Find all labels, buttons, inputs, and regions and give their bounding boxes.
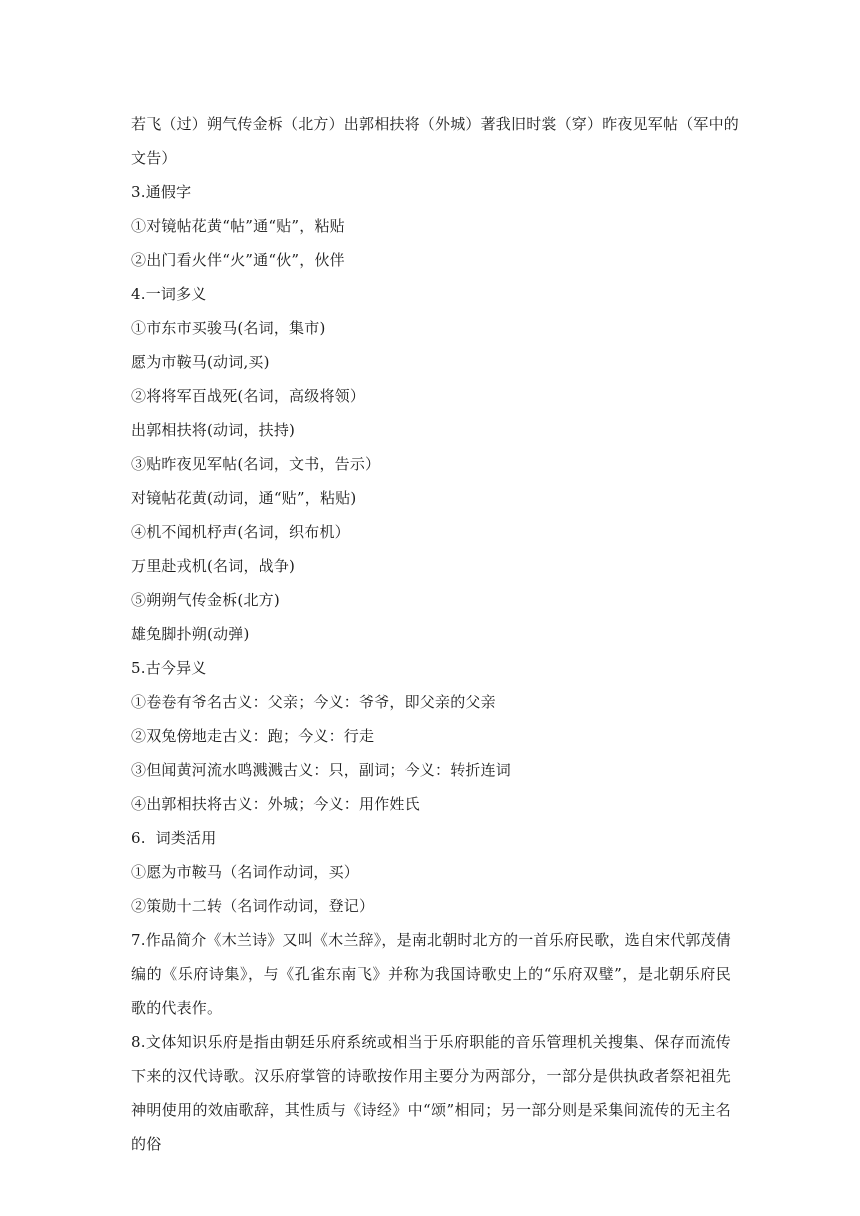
text-line: 对镜帖花黄(动词，通“贴”，粘贴): [131, 489, 357, 507]
text-line: ②双兔傍地走古义：跑；今义：行走: [131, 727, 375, 745]
text-line: ②将将军百战死(名词，高级将领）: [131, 387, 366, 405]
text-line: ②策勋十二转（名词作动词，登记）: [131, 897, 375, 915]
text-line: ①市东市买骏马(名词，集市): [131, 319, 326, 337]
text-line: ③贴昨夜见军帖(名词，文书，告示）: [131, 455, 381, 473]
text-line: 愿为市鞍马(动词,买): [131, 353, 270, 371]
section-heading: 3.通假字: [131, 183, 192, 201]
text-line: ④出郭相扶将古义：外城；今义：用作姓氏: [131, 795, 420, 813]
text-line: 雄兔脚扑朔(动弹): [131, 625, 250, 643]
section-heading: 4.一词多义: [131, 285, 207, 303]
paragraph-work-introduction: 7.作品简介《木兰诗》又叫《木兰辞》，是南北朝时北方的一首乐府民歌，选自宋代郭茂倩编的《乐府诗集》，与《孔雀东南飞》并称为我国诗歌史上的“乐府双璧”，是北朝乐府民歌的代表作。: [131, 931, 732, 1017]
text-line: 若飞（过）朔气传金柝（北方）出郭相扶将（外城）著我旧时裳（穿）昨夜见军帖（军中的: [131, 115, 740, 133]
paragraph-genre-knowledge: 8.文体知识乐府是指由朝廷乐府系统或相当于乐府职能的音乐管理机关搜集、保存而流传下来的汉代诗歌。汉乐府掌管的诗歌按作用主要分为两部分，一部分是供执政者祭祀祖先神明使用的效庙歌辞，其性质与《诗经》中“颂”相同；另一部分则是采集间流传的无主名的俗: [131, 1033, 731, 1153]
text-line: ⑤朔朔气传金柝(北方): [131, 591, 280, 609]
text-line: ③但闻黄河流水鸣溅溅古义：只，副词；今义：转折连词: [131, 761, 512, 779]
text-line: ①对镜帖花黄“帖”通“贴”，粘贴: [131, 217, 345, 235]
text-line: ②出门看火伴“火”通“伙”，伙伴: [131, 251, 345, 269]
document-page: [131, 107, 740, 1161]
text-line: ①愿为市鞍马（名词作动词，买）: [131, 863, 360, 881]
section-heading: 6. 词类活用: [131, 829, 217, 847]
section-heading: 5.古今异义: [131, 659, 207, 677]
text-line: 万里赴戎机(名词，战争): [131, 557, 296, 575]
text-line: 文告）: [131, 149, 177, 167]
text-line: ①卷卷有爷名古义：父亲；今义：爷爷，即父亲的父亲: [131, 693, 496, 711]
text-line: 出郭相扶将(动词，扶持): [131, 421, 296, 439]
text-line: ④机不闻机杼声(名词，织布机）: [131, 523, 350, 541]
